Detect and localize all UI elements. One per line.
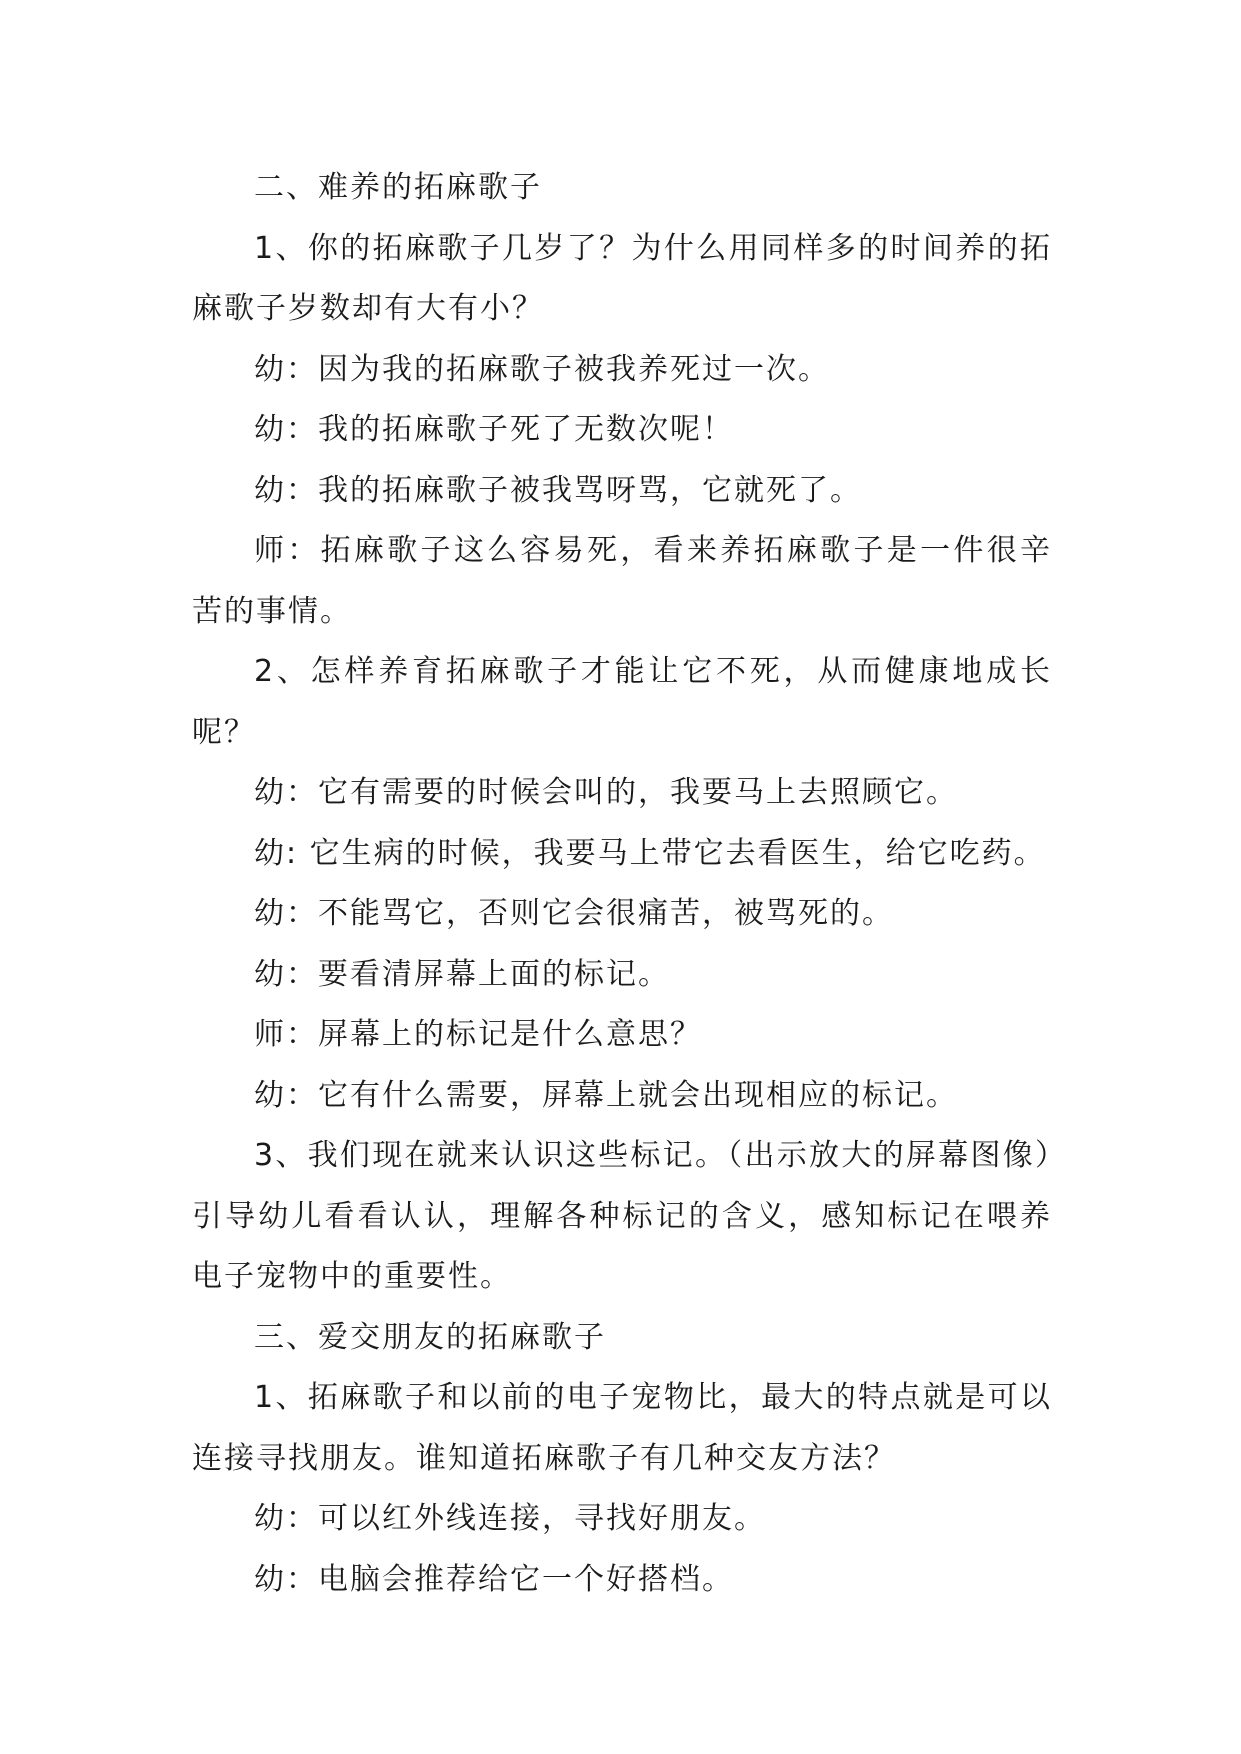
section-heading-2: 二、难养的拓麻歌子 bbox=[254, 170, 542, 205]
child-answer: 幼：电脑会推荐给它一个好搭档。 bbox=[254, 1561, 734, 1597]
section-heading-3: 三、爱交朋友的拓麻歌子 bbox=[254, 1319, 606, 1355]
question-paragraph: 2、怎样养育拓麻歌子才能让它不死，从而健康地成长呢？ bbox=[192, 654, 1052, 750]
child-answer: 幼：要看清屏幕上面的标记。 bbox=[254, 956, 670, 992]
question-paragraph: 1、你的拓麻歌子几岁了？为什么用同样多的时间养的拓麻歌子岁数却有大有小？ bbox=[192, 230, 1052, 326]
child-answer: 幼：因为我的拓麻歌子被我养死过一次。 bbox=[254, 351, 830, 387]
child-answer: 幼：我的拓麻歌子被我骂呀骂，它就死了。 bbox=[254, 472, 862, 508]
activity-paragraph: 3、我们现在就来认识这些标记。（出示放大的屏幕图像）引导幼儿看看认认，理解各种标记的含义，感知标记在喂养电子宠物中的重要性。 bbox=[192, 1138, 1052, 1294]
child-answer: 幼：它有什么需要，屏幕上就会出现相应的标记。 bbox=[254, 1077, 958, 1113]
child-answer: 幼: 它生病的时候，我要马上带它去看医生，给它吃药。 bbox=[254, 835, 1046, 871]
child-answer: 幼：它有需要的时候会叫的，我要马上去照顾它。 bbox=[254, 775, 958, 810]
child-answer: 幼：可以红外线连接，寻找好朋友。 bbox=[254, 1501, 766, 1536]
teacher-remark: 师：屏幕上的标记是什么意思？ bbox=[254, 1017, 702, 1052]
teacher-remark: 师：拓麻歌子这么容易死，看来养拓麻歌子是一件很辛苦的事情。 bbox=[192, 533, 1052, 629]
child-answer: 幼：不能骂它，否则它会很痛苦，被骂死的。 bbox=[254, 896, 894, 931]
question-paragraph: 1、拓麻歌子和以前的电子宠物比，最大的特点就是可以连接寻找朋友。谁知道拓麻歌子有几种交友方法？ bbox=[192, 1380, 1052, 1476]
child-answer: 幼：我的拓麻歌子死了无数次呢！ bbox=[254, 412, 734, 447]
document-body bbox=[192, 158, 1052, 1610]
